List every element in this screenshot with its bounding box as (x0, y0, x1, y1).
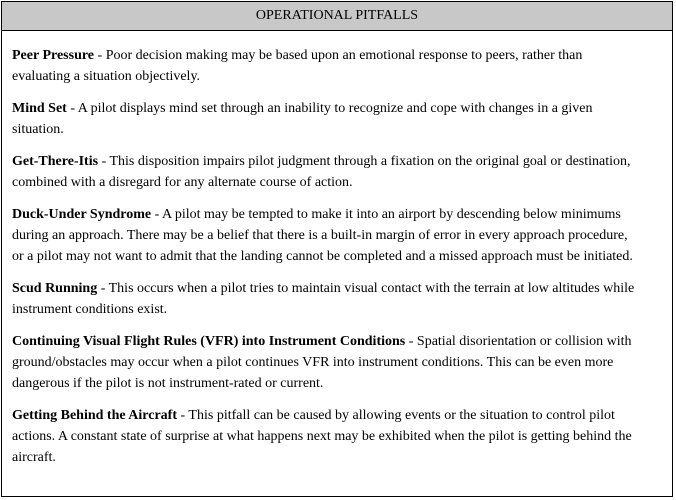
pitfall-entry (12, 45, 662, 87)
pitfall-description: - This occurs when a pilot tries to maintain visual contact with the terrain at low altitudes while instrument conditions exist. (12, 281, 635, 317)
pitfall-description: - This pitfall can be caused by allowing events or the situation to control pilot actions. A constant state of surprise at what happens next may be exhibited when the pilot is getting behind the aircraft. (12, 408, 632, 465)
pitfall-entry (12, 405, 662, 468)
table-title: OPERATIONAL PITFALLS (2, 2, 672, 31)
pitfall-description: - A pilot may be tempted to make it into an airport by descending below minimums during an approach. There may be a belief that there is a built-in margin of error in every approach procedure, or a pilot may not want to admit that the landing cannot be completed and a missed approach must be initiated. (12, 207, 633, 264)
pitfall-term: Getting Behind the Aircraft (12, 408, 178, 423)
pitfall-term: Get-There-Itis (12, 154, 99, 169)
pitfall-entry (12, 331, 662, 394)
pitfall-term: Duck-Under Syndrome (12, 207, 152, 222)
pitfall-entry (12, 278, 662, 320)
pitfall-entry (12, 204, 662, 267)
pitfall-term: Mind Set (12, 101, 67, 116)
pitfall-term: Continuing Visual Flight Rules (VFR) into Instrument Conditions (12, 334, 406, 349)
pitfall-term: Peer Pressure (12, 48, 95, 63)
pitfall-entry (12, 151, 662, 193)
pitfall-entry (12, 98, 662, 140)
pitfalls-table (1, 1, 673, 497)
pitfall-description: - Spatial disorientation or collision with ground/obstacles may occur when a pilot continues VFR into instrument conditions. This can be even more dangerous if the pilot is not instrument-rated or current. (12, 334, 632, 391)
pitfall-term: Scud Running (12, 281, 98, 296)
pitfall-description: - Poor decision making may be based upon an emotional response to peers, rather than evaluating a situation objectively. (12, 48, 583, 84)
pitfalls-list (2, 31, 672, 468)
pitfall-description: - This disposition impairs pilot judgment through a fixation on the original goal or destination, combined with a disregard for any alternate course of action. (12, 154, 631, 190)
pitfall-description: - A pilot displays mind set through an inability to recognize and cope with changes in a given situation. (12, 101, 593, 137)
